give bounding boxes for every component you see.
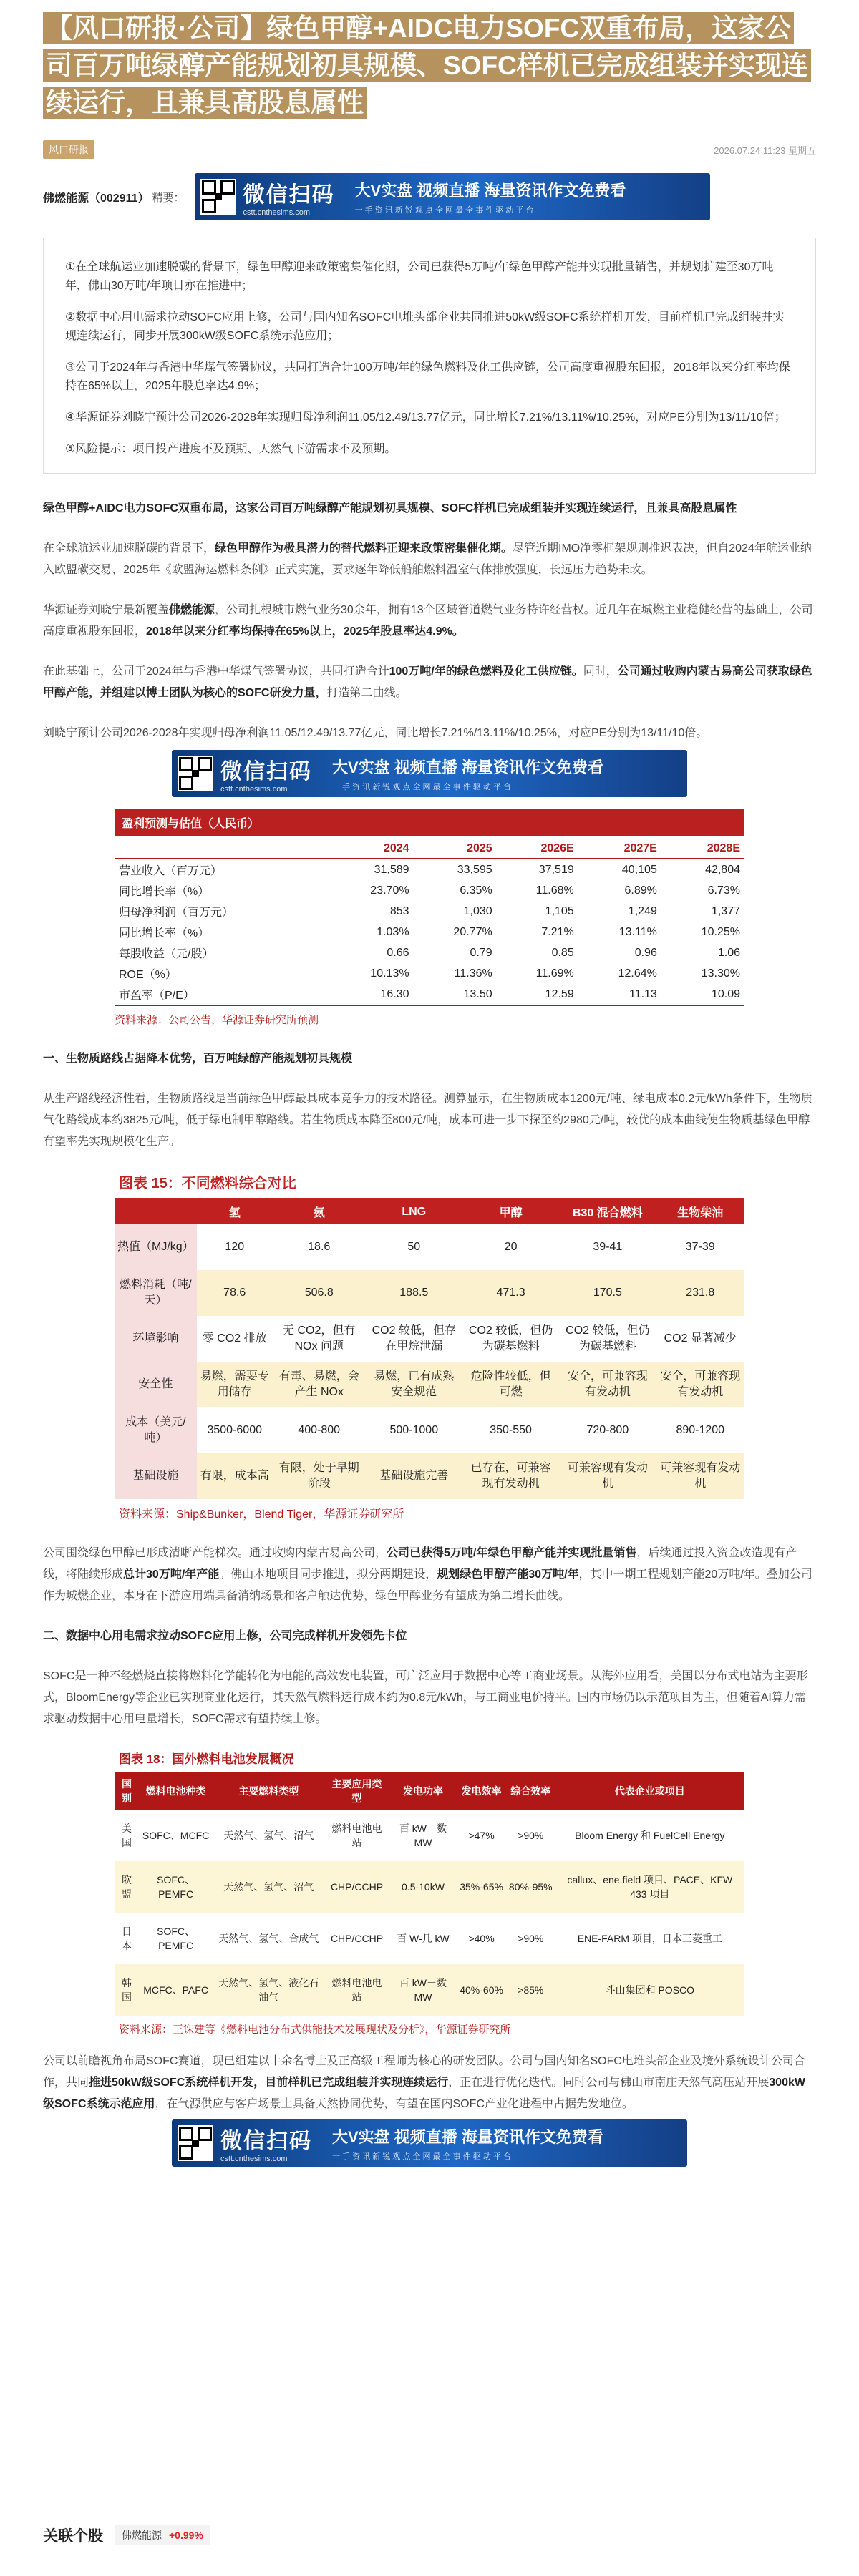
table-cell: CO2 显著减少 [664,1332,737,1345]
table-cell: 韩国 [115,1964,139,2016]
body-paragraph: 公司围绕绿色甲醇已形成清晰产能梯次。通过收购内蒙古易高公司，公司已获得5万吨/年绿色甲醇产能并实现批量销售，后续通过投入资金改造现有产线，将陆续形成总计30万吨/年产能。佛山本地项目同步推进，拟分两期建设，规划绿色甲醇产能30万吨/年，其中一期工程规划产能20万吨/年。叠加公司作为城燃企业，本身在下游应用端具备消纳场景和客户触达优势，绿色甲醇业务有望成为第二增长曲线。 [43,1547,812,1602]
source-line [43,173,816,220]
table-cell: 188.5 [366,1270,462,1316]
table-cell: 百 kW－数 MW [399,1823,447,1848]
related-stock-chip[interactable] [115,2525,210,2545]
table-cell: ENE-FARM 项目，日本三菱重工 [577,1933,722,1944]
fuel-cell-table-source: 资料来源：王诛建等《燃料电池分布式供能技术发展现状及分析》，华源证券研究所 [119,2024,511,2036]
table-cell: 易燃，已有成熟安全规范 [366,1362,462,1407]
summary-item: ④华源证券刘晓宁预计公司2026-2028年实现归母净利润11.05/12.49/13.77亿元，同比增长7.21%/13.11%/10.25%，对应PE分别为13/11/10倍； [65,411,786,424]
table-cell: 16.30 [330,984,413,1005]
table-cell: 0.5-10kW [389,1861,457,1913]
table-cell: 基础设施 [115,1453,197,1499]
company-link[interactable]: 佛燃能源 [169,604,215,616]
stock-name: 佛燃能源 [122,2529,162,2541]
source-suffix: 精要： [152,191,185,204]
table-cell: 35%-65% [457,1861,506,1913]
body-paragraph: 华源证券刘晓宁最新覆盖佛燃能源，公司扎根城市燃气业务30余年，拥有13个区域管道燃气业务特许经营权。近几年在城燃主业稳健经营的基础上，公司高度重视股东回报，2018年以来分红率均保持在65%以上，2025年股息率达4.9%。 [43,604,813,638]
table-cell: >90% [518,1830,544,1841]
table-cell: 20.77% [453,925,492,938]
fuel-cell-figure [115,1749,744,2036]
table-row [115,963,744,984]
ad-banner[interactable] [195,173,710,220]
table-cell: 1,377 [711,904,740,917]
table-header: LNG [366,1199,462,1224]
table-header: 氨 [273,1199,366,1224]
body-paragraph: 公司以前瞻视角布局SOFC赛道，现已组建以十余名博士及正高级工程师为核心的研发团队。公司与国内知名SOFC电堆头部企业及境外系统设计公司合作，共同推进50kW级SOFC系统样机开发，目前样机已完成组装并实现连续运行，正在进行优化迭代。同时公司与佛山市南庄天然气高压站开展300kW级SOFC系统示范应用，在气源供应与客户场景上具备天然协同优势，有望在国内SOFC产业化进程中占据先发地位。 [43,2055,805,2110]
table-cell: 13.50 [414,984,497,1005]
table-cell: 37-39 [685,1241,715,1253]
table-row [115,1224,744,1270]
category-tag[interactable]: 风口研报 [43,140,94,159]
table-cell: callux、ene.field 项目、PACE、KFW 433 项目 [555,1861,744,1913]
table-header: 生物柴油 [656,1199,745,1224]
table-cell: 同比增长率（%） [119,927,210,940]
ad-sub: cstt.cnthesims.com [220,785,288,794]
table-header: 燃料电池种类 [139,1772,213,1810]
table-cell: SOFC、PEMFC [157,1926,195,1951]
table-cell: 天然气、氢气、沼气 [223,1830,314,1841]
ad-title: 微信扫码 [220,760,312,784]
table-row [115,1362,744,1407]
table-row [115,922,744,942]
table-row [115,1810,744,1861]
table-cell: 10.09 [661,984,744,1005]
table-cell: Bloom Energy 和 FuelCell Energy [575,1830,725,1841]
table-cell: 安全，可兼容现有发动机 [559,1362,656,1407]
table-cell: 天然气、氢气、合成气 [218,1933,319,1944]
qr-code-icon [178,2125,213,2161]
table-cell: 环境影响 [115,1316,197,1362]
forecast-source: 资料来源：公司公告，华源证券研究所预测 [115,1014,319,1026]
table-cell: 11.36% [454,967,492,980]
table-row [115,1270,744,1316]
summary-item: ①在全球航运业加速脱碳的背景下，绿色甲醇迎来政策密集催化期，公司已获得5万吨/年绿色甲醇产能并实现批量销售，并规划扩建至30万吨年，佛山30万吨/年项目亦在推进中； [65,261,774,292]
table-cell: 燃料消耗（吨/天） [115,1270,197,1316]
table-cell: CHP/CCHP [324,1861,389,1913]
article-header [43,10,816,122]
ad-title: 微信扫码 [220,2129,312,2153]
article-title: 【风口研报·公司】绿色甲醇+AIDC电力SOFC双重布局，这家公司百万吨绿醇产能规划初具规模、SOFC样机已完成组装并实现连续运行，且兼具高股息属性 [43,10,816,122]
ad-banner[interactable] [172,2119,687,2167]
table-cell: 78.6 [197,1270,273,1316]
article-meta [43,140,816,159]
section-heading: 二、数据中心用电需求拉动SOFC应用上修，公司完成样机开发领先卡位 [43,1630,407,1642]
table-header: 主要燃料类型 [213,1772,324,1810]
table-cell: 0.66 [387,946,409,959]
body-paragraph: 在此基础上，公司于2024年与香港中华煤气签署协议，共同打造合计100万吨/年的绿色燃料及化工供应链。同时，公司通过收购内蒙古易高公司获取绿色甲醇产能，并组建以博士团队为核心的SOFC研发力量，打造第二曲线。 [43,665,812,699]
forecast-table-title: 盈利预测与估值（人民币） [115,809,744,836]
summary-item: ⑤风险提示：项目投产进度不及预期、天然气下游需求不及预期。 [65,443,397,455]
table-cell: 80%-95% [506,1861,555,1913]
table-cell: 欧盟 [115,1861,139,1913]
table-cell: 日本 [122,1926,132,1951]
table-cell: 31,589 [374,863,409,876]
table-cell: 231.8 [656,1270,745,1316]
table-cell: 6.73% [707,884,740,897]
table-cell: 安全性 [115,1362,197,1407]
table-cell: 可兼容现有发动机 [656,1453,745,1499]
table-cell: 50 [407,1241,421,1253]
table-cell: 853 [389,904,409,917]
table-header: 2027E [578,836,661,859]
table-cell: CO2 较低，但存在甲烷泄漏 [372,1324,456,1352]
body-paragraph: 从生产路线经济性看，生物质路线是当前绿色甲醇最具成本竞争力的技术路径。测算显示，在生物质成本1200元/吨、绿电成本0.2元/kWh条件下，生物质气化路线成本约3825元/吨，低于绿电制甲醇路线。若生物质成本降至800元/吨，成本可进一步下探至约2980元/吨，较优的成本曲线使生物质基绿色甲醇有望率先实现规模化生产。 [43,1093,812,1148]
table-cell: 1,030 [463,904,492,917]
table-cell: 易燃，需要专用储存 [197,1362,273,1407]
table-cell: 471.3 [462,1270,559,1316]
table-cell: 有限，成本高 [197,1453,273,1499]
table-cell: 890-1200 [676,1424,725,1436]
table-cell: 10.25% [701,925,740,938]
table-cell: 市盈率（P/E） [115,984,330,1005]
table-cell: 1,249 [628,904,657,917]
ad-right-text: 大V实盘 视频直播 海量资讯作文免费看 [332,758,603,776]
table-row [115,984,744,1005]
fuel-table-title: 图表 15：不同燃料综合对比 [115,1171,744,1199]
table-row [115,1407,744,1453]
table-header [115,1199,197,1224]
qr-code-icon [200,179,236,215]
table-cell: 6.35% [460,884,492,897]
table-cell: 热值（MJ/kg） [115,1224,197,1270]
table-header: 发电效率 [457,1772,506,1810]
table-row [115,880,744,901]
table-cell: 0.79 [470,946,492,959]
table-cell: 天然气、氢气、液化石油气 [213,1964,324,2016]
table-header: B30 混合燃料 [559,1199,656,1224]
table-cell: 有毒、易燃，会产生 NOx [273,1362,366,1407]
forecast-table-figure [115,809,744,1027]
table-header: 甲醇 [462,1199,559,1224]
table-cell: CHP/CCHP [330,1933,384,1944]
summary-item: ③公司于2024年与香港中华煤气签署协议，共同打造合计100万吨/年的绿色燃料及化工供应链，公司高度重视股东回报，2018年以来分红率均保持在65%以上，2025年股息率达4.9%； [65,361,790,392]
table-cell: 0.85 [551,946,574,959]
table-cell: 20 [504,1241,518,1253]
ad-banner-wrap [43,2119,816,2167]
table-cell: 18.6 [308,1241,331,1253]
ad-right-sub: 一 手 资 讯 新 锐 观 点 全 网 最 全 事 件 驱 动 平 台 [354,205,534,215]
table-cell: 1,105 [545,904,574,917]
table-header: 2026E [497,836,578,859]
table-cell: 归母净利润（百万元） [119,907,234,919]
qr-code-icon [178,756,213,791]
table-cell: 33,595 [457,863,492,876]
fuel-comparison-figure [115,1171,744,1521]
table-cell: 每股收益（元/股） [119,948,214,960]
table-cell: SOFC、PEMFC [139,1861,213,1913]
ad-title: 微信扫码 [243,183,335,207]
fuel-table-source: 资料来源：Ship&Bunker，Blend Tiger，华源证券研究所 [119,1508,404,1521]
table-cell: 40%-60% [457,1964,506,2016]
table-cell: MCFC、PAFC [139,1964,213,2016]
table-cell: CO2 较低，但仍为碳基燃料 [468,1324,553,1352]
table-header: 国别 [115,1772,139,1810]
table-row [115,1316,744,1362]
table-cell: 350-550 [490,1424,532,1436]
table-cell: 百 kW－数 MW [389,1964,457,2016]
table-cell: 400-800 [298,1424,341,1436]
table-cell: 10.13% [370,967,409,980]
ad-banner-wrap [43,750,816,797]
table-cell: 12.59 [497,984,578,1005]
table-cell: 13.30% [701,967,740,980]
table-cell: 美国 [122,1823,132,1848]
table-cell: 506.8 [273,1270,366,1316]
body-paragraph: 刘晓宁预计公司2026-2028年实现归母净利润11.05/12.49/13.77亿元，同比增长7.21%/13.11%/10.25%，对应PE分别为13/11/10倍。 [43,727,708,739]
stock-change: +0.99% [169,2529,203,2541]
table-cell: 燃料电池电站 [331,1823,382,1848]
table-row [115,1453,744,1499]
table-row [115,942,744,963]
summary-item: ②数据中心用电需求拉动SOFC应用上修，公司与国内知名SOFC电堆头部企业共同推进50kW级SOFC系统样机开发，目前样机已完成组装并实现连续运行，同步开展300kW级SOFC系统示范应用； [65,311,785,342]
table-cell: 危险性较低，但可燃 [462,1362,559,1407]
table-cell: >40% [468,1933,495,1944]
ad-sub: cstt.cnthesims.com [243,208,311,217]
table-cell: 12.64% [618,967,657,980]
table-cell: 同比增长率（%） [119,886,210,898]
table-cell: 燃料电池电站 [324,1964,389,2016]
summary-box [43,238,816,474]
table-cell: 成本（美元/吨） [115,1407,197,1453]
fuel-cell-table-title: 图表 18：国外燃料电池发展概况 [119,1752,294,1766]
table-cell: >85% [506,1964,555,2016]
table-row [115,1861,744,1913]
table-cell: 6.89% [624,884,657,897]
table-cell: 0.96 [634,946,657,959]
table-cell: 斗山集团和 POSCO [555,1964,744,2016]
source-company[interactable]: 佛燃能源（002911） [43,192,150,205]
table-cell: 3500-6000 [207,1424,262,1436]
table-cell: 11.68% [535,884,574,897]
table-cell: 零 CO2 排放 [202,1332,267,1345]
fuel-cell-table [115,1772,744,2016]
table-cell: 基础设施完善 [366,1453,462,1499]
table-cell: 已存在，可兼容现有发动机 [462,1453,559,1499]
section-heading: 一、生物质路线占据降本优势，百万吨绿醇产能规划初具规模 [43,1053,353,1065]
table-cell: 7.21% [541,925,574,938]
related-stocks-label: 关联个股 [43,2528,103,2545]
table-row [115,1913,744,1964]
table-cell: CO2 较低，但仍为碳基燃料 [566,1324,650,1352]
table-cell: 23.70% [370,884,409,897]
table-cell: ROE（%） [119,969,177,981]
publish-datetime: 2026.07.24 11:23 星期五 [714,145,816,156]
table-cell: 1.03% [377,925,409,938]
article-body [43,498,816,2167]
table-cell: 天然气、氢气、沼气 [213,1861,324,1913]
table-cell: 1.06 [717,946,740,959]
table-cell: 40,105 [621,863,657,876]
forecast-table [115,836,744,1006]
related-stocks [43,2524,210,2546]
ad-banner[interactable] [172,750,687,797]
fuel-comparison-table [115,1199,744,1499]
table-cell: >90% [518,1933,544,1944]
ad-right-sub: 一 手 资 讯 新 锐 观 点 全 网 最 全 事 件 驱 动 平 台 [332,2152,511,2161]
table-cell: 720-800 [586,1424,629,1436]
table-cell: 39-41 [593,1241,623,1253]
ad-sub: cstt.cnthesims.com [220,2155,288,2163]
table-header: 2025 [414,836,497,859]
table-header: 氢 [197,1199,273,1224]
table-cell: 有限，处于早期阶段 [273,1453,366,1499]
table-cell: 11.69% [535,967,574,980]
table-cell: 500-1000 [389,1424,439,1436]
table-cell: 13.11% [618,925,657,938]
table-row [115,1964,744,2016]
table-cell: 百 W-几 kW [397,1933,450,1944]
table-cell: 可兼容现有发动机 [559,1453,656,1499]
body-paragraph: 在全球航运业加速脱碳的背景下，绿色甲醇作为极具潜力的替代燃料正迎来政策密集催化期。尽管近期IMO净零框架规则推迟表决，但自2024年航运业纳入欧盟碳交易、2025年《欧盟海运燃料条例》正式实施，要求逐年降低船舶燃料温室气体排放强度，长远压力趋势未改。 [43,542,812,576]
table-header: 发电功率 [389,1772,457,1810]
table-cell: 170.5 [559,1270,656,1316]
table-cell: 11.13 [578,984,661,1005]
table-header [115,836,330,859]
table-header: 代表企业或项目 [555,1772,744,1810]
table-cell: 37,519 [538,863,574,876]
table-header: 2024 [330,836,413,859]
body-lead: 绿色甲醇+AIDC电力SOFC双重布局，这家公司百万吨绿醇产能规划初具规模、SOFC样机已完成组装并实现连续运行，且兼具高股息属性 [43,502,737,514]
ad-right-sub: 一 手 资 讯 新 锐 观 点 全 网 最 全 事 件 驱 动 平 台 [332,782,511,791]
table-header: 2028E [661,836,744,859]
table-cell: 42,804 [705,863,740,876]
table-cell: 无 CO2，但有 NOx 问题 [283,1324,356,1352]
table-header: 综合效率 [506,1772,555,1810]
ad-right-text: 大V实盘 视频直播 海量资讯作文免费看 [332,2127,603,2146]
ad-right-text: 大V实盘 视频直播 海量资讯作文免费看 [354,181,626,200]
table-cell: 120 [225,1241,245,1253]
table-header: 主要应用类型 [324,1772,389,1810]
table-cell: 安全，可兼容现有发动机 [656,1362,745,1407]
table-cell: SOFC、MCFC [142,1830,210,1841]
table-cell: >47% [468,1830,495,1841]
body-paragraph: SOFC是一种不经燃烧直接将燃料化学能转化为电能的高效发电装置，可广泛应用于数据中心等工商业场景。从海外应用看，美国以分布式电站为主要形式，BloomEnergy等企业已实现商业化运行，其天然气燃料运行成本约为0.8元/kWh，与工商业电价持平。国内市场仍以示范项目为主，但随着AI算力需求驱动数据中心用电量增长，SOFC需求有望持续上修。 [43,1670,808,1725]
table-row [115,901,744,922]
table-cell: 营业收入（百万元） [119,865,223,877]
table-row [115,859,744,880]
